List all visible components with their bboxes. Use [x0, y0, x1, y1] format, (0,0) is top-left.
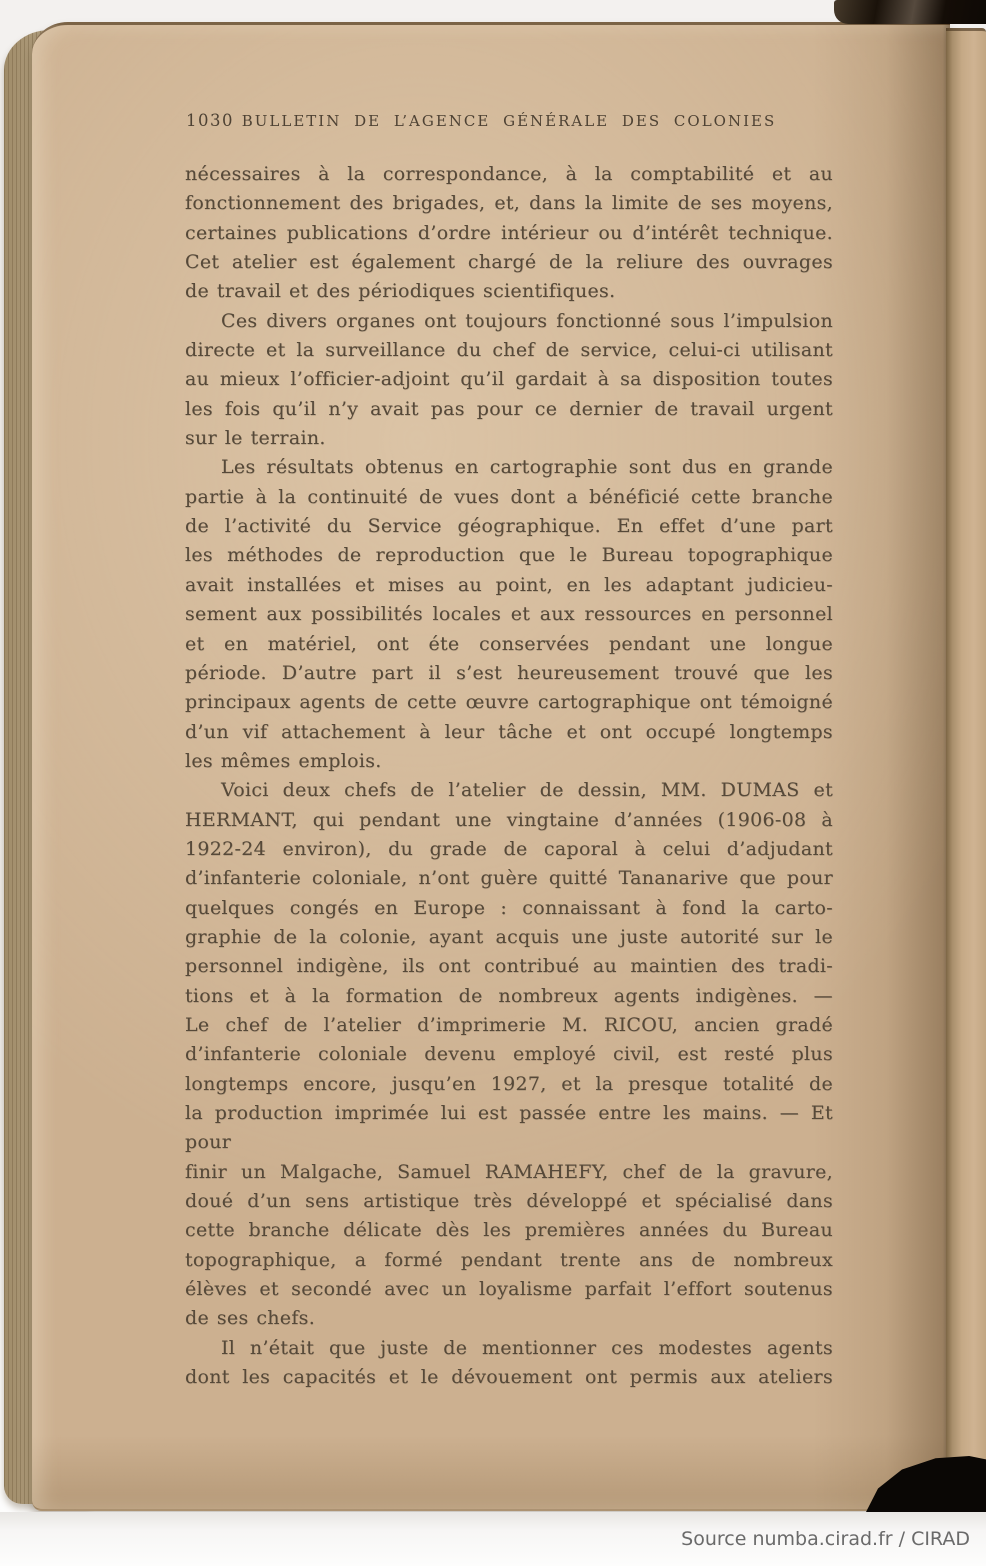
source-attribution-label: Source numba.cirad.fr / CIRAD [681, 1528, 970, 1550]
text-line: graphie de la colonie, ayant acquis une juste autorité sur le [185, 925, 833, 948]
text-line: cette branche délicate dès les premières années du Bureau [185, 1219, 833, 1242]
text-line: période. D’autre part il s’est heureusement trouvé que les [185, 661, 833, 684]
text-line: partie à la continuité de vues dont a bénéficié cette branche [185, 485, 833, 508]
text-line: HERMANT, qui pendant une vingtaine d’années (1906-08 à [185, 808, 833, 831]
text-line: sement aux possibilités locales et aux ressources en personnel [185, 603, 833, 626]
adjacent-page-edge [946, 28, 986, 1483]
text-line: Il n’était que juste de mentionner ces modestes agents [221, 1336, 833, 1359]
text-line: d’infanterie coloniale, n’ont guère quitté Tananarive que pour [185, 867, 833, 890]
text-line: personnel indigène, ils ont contribué au maintien des tradi- [185, 955, 833, 978]
text-line: certaines publications d’ordre intérieur ou d’intérêt technique. [185, 221, 833, 244]
text-line: les méthodes de reproduction que le Bureau topographique [185, 544, 833, 567]
text-line: longtemps encore, jusqu’en 1927, et la presque totalité de [185, 1072, 833, 1095]
text-line: doué d’un sens artistique très développé et spécialisé dans [185, 1190, 833, 1213]
text-line: 1922-24 environ), du grade de caporal à celui d’adjudant [185, 837, 833, 860]
source-attribution-bar [0, 1512, 986, 1566]
text-line: Le chef de l’atelier d’imprimerie M. RICOU, ancien gradé [185, 1013, 833, 1036]
text-line: fonctionnement des brigades, et, dans la limite de ses moyens, [185, 192, 833, 215]
text-line: Les résultats obtenus en cartographie sont dus en grande [221, 456, 833, 479]
page-number: 1030 [186, 111, 234, 130]
text-line: d’infanterie coloniale devenu employé civil, est resté plus [185, 1043, 833, 1066]
text-line: élèves et secondé avec un loyalisme parfait l’effort soutenus [185, 1278, 833, 1301]
text-line: au mieux l’officier-adjoint qu’il gardait à sa disposition toutes [185, 368, 833, 391]
text-line: directe et la surveillance du chef de service, celui-ci utilisant [185, 339, 833, 362]
text-line: tions et à la formation de nombreux agents indigènes. — [185, 984, 833, 1007]
text-line: Voici deux chefs de l’atelier de dessin, MM. DUMAS et [221, 779, 833, 802]
text-line: les mêmes emplois. [185, 749, 382, 772]
text-line: finir un Malgache, Samuel RAMAHEFY, chef de la gravure, [185, 1160, 833, 1183]
text-line: de travail et des périodiques scientifiques. [185, 280, 616, 303]
text-line: avait installées et mises au point, en les adaptant judicieu- [185, 573, 833, 596]
text-line: sur le terrain. [185, 427, 326, 450]
printed-text-layer [185, 112, 833, 1392]
text-line: les fois qu’il n’y avait pas pour ce dernier de travail urgent [185, 397, 833, 420]
running-title: BULLETIN DE L’AGENCE GÉNÉRALE DES COLONIES [241, 112, 777, 130]
running-header [185, 112, 833, 137]
text-line: nécessaires à la correspondance, à la comptabilité et au [185, 163, 833, 185]
text-line: dont les capacités et le dévouement ont permis aux ateliers [185, 1366, 833, 1389]
text-line: la production imprimée lui est passée entre les mains. — Et pour [185, 1102, 833, 1154]
text-line: principaux agents de cette œuvre cartographique ont témoigné [185, 691, 833, 714]
text-line: de ses chefs. [185, 1307, 316, 1330]
book-cover-corner-top [834, 0, 986, 24]
text-line: de l’activité du Service géographique. En effet d’une part [185, 515, 833, 538]
text-line: topographique, a formé pendant trente ans de nombreux [185, 1248, 833, 1271]
text-line: et en matériel, ont éte conservées pendant une longue [185, 632, 833, 655]
text-line: quelques congés en Europe : connaissant à fond la carto- [185, 896, 833, 919]
text-line: Ces divers organes ont toujours fonctionné sous l’impulsion [221, 309, 833, 332]
page-body [185, 160, 833, 1392]
text-line: d’un vif attachement à leur tâche et ont occupé longtemps [185, 720, 833, 743]
text-line: Cet atelier est également chargé de la reliure des ouvrages [185, 251, 833, 274]
